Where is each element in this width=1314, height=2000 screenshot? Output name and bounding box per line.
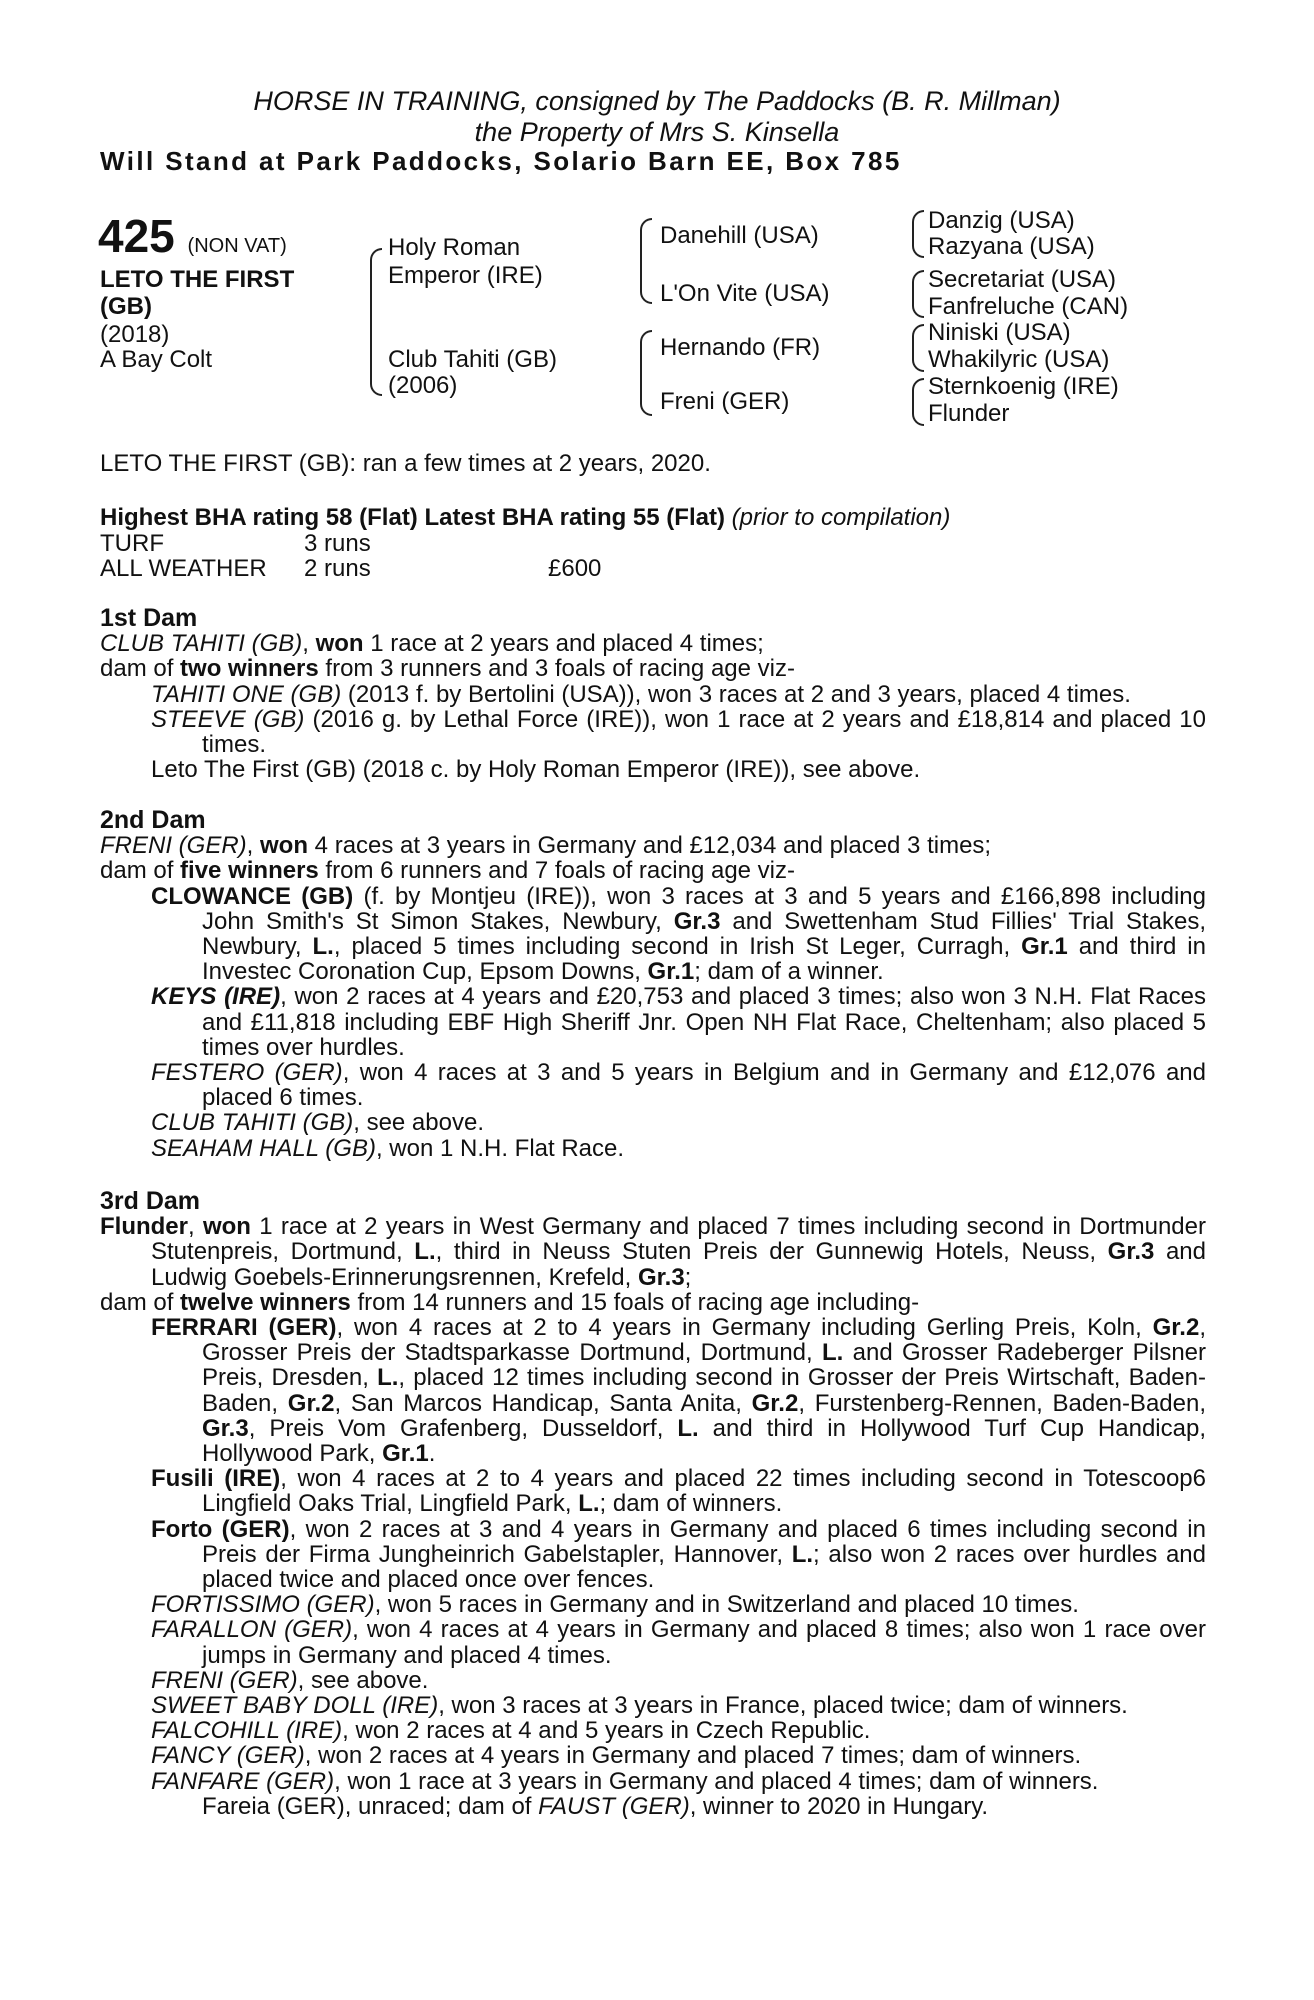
ssd: Razyana (USA) [928,233,1095,260]
dam-dam: Freni (GER) [660,388,790,415]
first-dam-heading: 1st Dam [100,604,198,632]
header-property: the Property of Mrs S. Kinsella [474,117,840,147]
first-dam-runner-3: Leto The First (GB) (2018 c. by Holy Roman Emperor (IRE)), see above. [151,756,921,784]
horse-country: (GB) [100,293,152,320]
aw-label: ALL WEATHER [100,555,267,582]
aw-runs: 2 runs [304,555,371,582]
runner-fancy: FANCY (GER), won 2 races at 4 years in Germany and placed 7 times; dam of winners. [151,1742,1082,1770]
header-consignor: HORSE IN TRAINING, consigned by The Paddocks (B. R. Millman) [253,86,1061,116]
pedigree-brace-1 [370,248,382,396]
horse-name: LETO THE FIRST [100,266,295,293]
sire-line1: Holy Roman [388,234,521,261]
race-summary: LETO THE FIRST (GB): ran a few times at 2 years, 2020. [100,450,711,477]
runner-ferrari: FERRARI (GER), won 4 races at 2 to 4 years in Germany including Gerling Preis, Koln, Gr.2, Grosser Preis der Stadtsparkasse Dortmund, Dortmund, L. and Grosser Radeberger Pilsner Preis, Dresden, L., placed 12 times including second in Grosser der Preis Wirtschaft, Baden-Baden, Gr.2, San Marcos Handicap, Santa Anita, Gr.2, Furstenberg-Rennen, Baden-Baden, Gr.3, Preis Vom Grafenberg, Dusseldorf, L. and third in Hollywood Turf Cup Handicap, Hollywood Park, Gr.1. [151,1314,1207,1468]
dsd: Whakilyric (USA) [928,346,1110,373]
ddd: Flunder [928,400,1010,427]
sire-sire: Danehill (USA) [660,222,819,249]
pedigree-brace-3b [912,270,924,318]
turf-runs: 3 runs [304,530,371,557]
pedigree-brace-2b [640,330,652,416]
sire-dam: L'On Vite (USA) [660,280,830,307]
horse-description: A Bay Colt [100,346,213,373]
third-dam-section [100,1189,1206,1819]
aw-prize: £600 [548,555,602,582]
runner-festero: FESTERO (GER), won 4 races at 3 and 5 years in Belgium and in Germany and £12,076 and placed 6 times. [151,1059,1206,1112]
third-dam-produce-intro: dam of twelve winners from 14 runners and 15 foals of racing age including- [100,1288,920,1316]
pedigree-brace-3a [912,210,924,258]
runner-club-tahiti: CLUB TAHITI (GB), see above. [151,1109,484,1137]
runner-fusili: Fusili (IRE), won 4 races at 2 to 4 years and placed 22 times including second in Totescoop6 Lingfield Oaks Trial, Lingfield Park, L.; dam of winners. [151,1465,1206,1518]
third-dam-line: Flunder, won 1 race at 2 years in West Germany and placed 7 times including second in Dortmunder Stutenpreis, Dortmund, L., third in Neuss Stuten Preis der Gunnewig Hotels, Neuss, Gr.3 and Ludwig Goebels-Erinnerungsrennen, Krefeld, Gr.3; [100,1213,1206,1291]
rating-note: (prior to compilation) [731,504,951,531]
vat-status: (NON VAT) [187,235,287,257]
second-dam-heading: 2nd Dam [100,806,206,834]
dam-year: (2006) [388,372,458,399]
second-dam-line: FRENI (GER), won 4 races at 3 years in Germany and £12,034 and placed 3 times; [100,832,992,860]
runner-forto: Forto (GER), won 2 races at 3 and 4 years in Germany and placed 6 times including second in Preis der Firma Jungheinrich Gabelstapler, Hannover, L.; also won 2 races over hurdles and placed twice and placed once over fences. [151,1515,1206,1594]
dam-name: Club Tahiti (GB) [388,346,557,373]
second-dam-section [100,808,1206,1161]
sss: Danzig (USA) [928,207,1075,234]
second-dam-produce-intro: dam of five winners from 6 runners and 7 foals of racing age viz- [100,857,796,885]
turf-label: TURF [100,530,164,557]
dss: Niniski (USA) [928,319,1071,346]
runner-fanfare: FANFARE (GER), won 1 race at 3 years in Germany and placed 4 times; dam of winners. [151,1767,1099,1795]
horse-year: (2018) [100,321,170,348]
third-dam-heading: 3rd Dam [100,1187,201,1215]
dam-sire: Hernando (FR) [660,334,821,361]
runner-sweet-baby-doll: SWEET BABY DOLL (IRE), won 3 races at 3 years in France, placed twice; dam of winners. [151,1692,1128,1720]
first-dam-section [100,606,1206,782]
first-dam-produce-intro: dam of two winners from 3 runners and 3 foals of racing age viz- [100,655,795,683]
pedigree-brace-3c [912,324,924,372]
pedigree-brace-3d [912,378,924,426]
sire-line2: Emperor (IRE) [388,262,543,289]
runner-freni: FRENI (GER), see above. [151,1666,429,1694]
first-dam-runner-2: STEEVE (GB) (2016 g. by Lethal Force (IRE)), won 1 race at 2 years and £18,814 and placed 10 times. [151,705,1206,759]
first-dam-runner-1: TAHITI ONE (GB) (2013 f. by Bertolini (USA)), won 3 races at 2 and 3 years, placed 4 times. [151,680,1131,708]
sdd: Fanfreluche (CAN) [928,293,1129,320]
runner-seaham-hall: SEAHAM HALL (GB), won 1 N.H. Flat Race. [151,1134,625,1162]
runner-keys: KEYS (IRE), won 2 races at 4 years and £20,753 and placed 3 times; also won 3 N.H. Flat Races and £11,818 including EBF High Sheriff Jnr. Open NH Flat Race, Cheltenham; also placed 5 times over hurdles. [151,983,1206,1061]
sds: Secretariat (USA) [928,266,1117,293]
bha-ratings [100,504,950,531]
bha-rating-text: Highest BHA rating 58 (Flat) Latest BHA rating 55 (Flat) [100,504,725,531]
lot-number [98,212,287,270]
runner-farallon: FARALLON (GER), won 4 races at 4 years in Germany and placed 8 times; also won 1 race over jumps in Germany and placed 4 times. [151,1616,1206,1669]
header-location: Will Stand at Park Paddocks, Solario Barn EE, Box 785 [100,146,902,176]
pedigree-brace-2a [640,218,652,304]
runner-fortissimo: FORTISSIMO (GER), won 5 races in Germany and in Switzerland and placed 10 times. [151,1591,1079,1619]
lot-number-value: 425 [98,210,175,262]
first-dam-line: CLUB TAHITI (GB), won 1 race at 2 years and placed 4 times; [100,630,764,658]
runner-fareia: Fareia (GER), unraced; dam of FAUST (GER), winner to 2020 in Hungary. [202,1792,989,1820]
dds: Sternkoenig (IRE) [928,373,1119,400]
runner-falcohill: FALCOHILL (IRE), won 2 races at 4 and 5 years in Czech Republic. [151,1717,871,1745]
runner-clowance: CLOWANCE (GB) (f. by Montjeu (IRE)), won 3 races at 3 and 5 years and £166,898 including John Smith's St Simon Stakes, Newbury, Gr.3 and Swettenham Stud Fillies' Trial Stakes, Newbury, L., placed 5 times including second in Irish St Leger, Curragh, Gr.1 and third in Investec Coronation Cup, Epsom Downs, Gr.1; dam of a winner. [151,882,1207,986]
